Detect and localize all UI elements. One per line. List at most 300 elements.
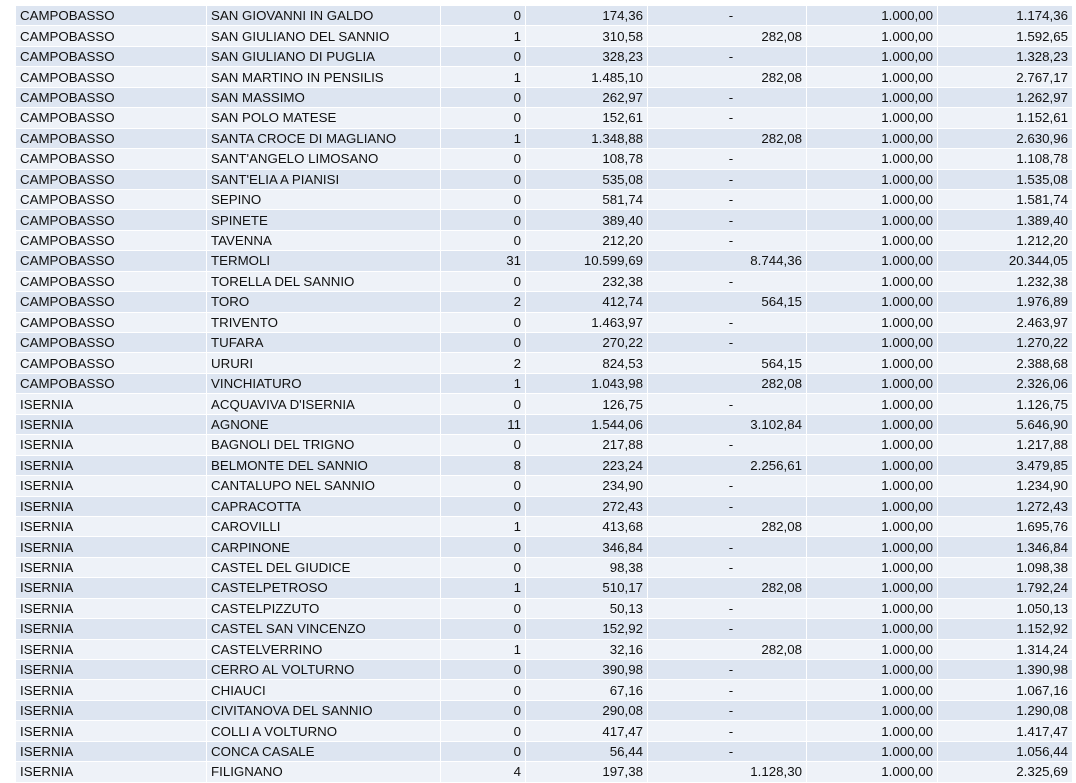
count-cell: 11: [441, 414, 526, 434]
amount-b-cell: -: [648, 598, 807, 618]
amount-a-cell: 67,16: [526, 680, 648, 700]
fixed-amount-cell: 1.000,00: [807, 741, 938, 761]
count-cell: 1: [441, 67, 526, 87]
amount-b-cell: 2.256,61: [648, 455, 807, 475]
amount-a-cell: 32,16: [526, 639, 648, 659]
municipality-cell: VINCHIATURO: [207, 373, 441, 393]
count-cell: 0: [441, 149, 526, 169]
province-cell: CAMPOBASSO: [16, 6, 207, 26]
fixed-amount-cell: 1.000,00: [807, 578, 938, 598]
municipality-cell: SANT'ELIA A PIANISI: [207, 169, 441, 189]
total-cell: 1.581,74: [938, 189, 1073, 209]
fixed-amount-cell: 1.000,00: [807, 230, 938, 250]
municipality-cell: CASTELVERRINO: [207, 639, 441, 659]
municipality-cell: AGNONE: [207, 414, 441, 434]
total-cell: 1.152,92: [938, 619, 1073, 639]
amount-a-cell: 1.485,10: [526, 67, 648, 87]
total-cell: 1.389,40: [938, 210, 1073, 230]
fixed-amount-cell: 1.000,00: [807, 394, 938, 414]
amount-b-cell: -: [648, 496, 807, 516]
fixed-amount-cell: 1.000,00: [807, 496, 938, 516]
amount-b-cell: -: [648, 169, 807, 189]
municipality-cell: SAN GIULIANO DEL SANNIO: [207, 26, 441, 46]
amount-a-cell: 328,23: [526, 46, 648, 66]
total-cell: 1.535,08: [938, 169, 1073, 189]
total-cell: 2.325,69: [938, 762, 1073, 782]
province-cell: ISERNIA: [16, 435, 207, 455]
total-cell: 2.767,17: [938, 67, 1073, 87]
province-cell: CAMPOBASSO: [16, 128, 207, 148]
table-row: [16, 6, 1073, 26]
count-cell: 0: [441, 496, 526, 516]
table-row: [16, 414, 1073, 434]
municipality-cell: SAN MARTINO IN PENSILIS: [207, 67, 441, 87]
table-row: [16, 87, 1073, 107]
table-row: [16, 741, 1073, 761]
count-cell: 8: [441, 455, 526, 475]
amount-a-cell: 108,78: [526, 149, 648, 169]
province-cell: CAMPOBASSO: [16, 271, 207, 291]
amount-b-cell: -: [648, 476, 807, 496]
total-cell: 1.976,89: [938, 292, 1073, 312]
province-cell: ISERNIA: [16, 394, 207, 414]
table-row: [16, 210, 1073, 230]
amount-a-cell: 535,08: [526, 169, 648, 189]
amount-b-cell: -: [648, 721, 807, 741]
amount-a-cell: 1.348,88: [526, 128, 648, 148]
province-cell: ISERNIA: [16, 414, 207, 434]
amount-b-cell: -: [648, 271, 807, 291]
fixed-amount-cell: 1.000,00: [807, 373, 938, 393]
total-cell: 1.050,13: [938, 598, 1073, 618]
total-cell: 1.152,61: [938, 108, 1073, 128]
count-cell: 4: [441, 762, 526, 782]
total-cell: 1.346,84: [938, 537, 1073, 557]
municipality-cell: TRIVENTO: [207, 312, 441, 332]
count-cell: 0: [441, 394, 526, 414]
count-cell: 0: [441, 6, 526, 26]
total-cell: 1.067,16: [938, 680, 1073, 700]
municipality-cell: TERMOLI: [207, 251, 441, 271]
municipality-cell: CARPINONE: [207, 537, 441, 557]
table-row: [16, 619, 1073, 639]
province-cell: CAMPOBASSO: [16, 67, 207, 87]
table-row: [16, 700, 1073, 720]
municipality-cell: CASTEL DEL GIUDICE: [207, 557, 441, 577]
amount-b-cell: 282,08: [648, 578, 807, 598]
table-row: [16, 721, 1073, 741]
count-cell: 1: [441, 128, 526, 148]
amount-b-cell: -: [648, 46, 807, 66]
table-row: [16, 516, 1073, 536]
count-cell: 0: [441, 333, 526, 353]
municipality-cell: SAN POLO MATESE: [207, 108, 441, 128]
amount-b-cell: -: [648, 333, 807, 353]
table-row: [16, 762, 1073, 782]
count-cell: 0: [441, 741, 526, 761]
fixed-amount-cell: 1.000,00: [807, 292, 938, 312]
municipality-cell: CASTELPETROSO: [207, 578, 441, 598]
province-cell: ISERNIA: [16, 578, 207, 598]
amount-b-cell: 282,08: [648, 26, 807, 46]
municipality-cell: SEPINO: [207, 189, 441, 209]
amount-b-cell: 564,15: [648, 353, 807, 373]
fixed-amount-cell: 1.000,00: [807, 128, 938, 148]
amount-a-cell: 346,84: [526, 537, 648, 557]
amount-b-cell: -: [648, 6, 807, 26]
amount-b-cell: 282,08: [648, 67, 807, 87]
total-cell: 2.388,68: [938, 353, 1073, 373]
province-cell: CAMPOBASSO: [16, 46, 207, 66]
amount-b-cell: -: [648, 312, 807, 332]
count-cell: 0: [441, 210, 526, 230]
table-row: [16, 230, 1073, 250]
province-cell: ISERNIA: [16, 762, 207, 782]
total-cell: 1.098,38: [938, 557, 1073, 577]
fixed-amount-cell: 1.000,00: [807, 189, 938, 209]
amount-a-cell: 270,22: [526, 333, 648, 353]
amount-b-cell: -: [648, 87, 807, 107]
fixed-amount-cell: 1.000,00: [807, 414, 938, 434]
amount-b-cell: 282,08: [648, 128, 807, 148]
municipality-cell: TAVENNA: [207, 230, 441, 250]
amount-b-cell: 282,08: [648, 373, 807, 393]
count-cell: 2: [441, 292, 526, 312]
fixed-amount-cell: 1.000,00: [807, 67, 938, 87]
amount-a-cell: 390,98: [526, 660, 648, 680]
province-cell: ISERNIA: [16, 700, 207, 720]
fixed-amount-cell: 1.000,00: [807, 333, 938, 353]
province-cell: CAMPOBASSO: [16, 333, 207, 353]
amount-b-cell: -: [648, 108, 807, 128]
amount-a-cell: 510,17: [526, 578, 648, 598]
municipality-cell: SANTA CROCE DI MAGLIANO: [207, 128, 441, 148]
amount-a-cell: 290,08: [526, 700, 648, 720]
fixed-amount-cell: 1.000,00: [807, 700, 938, 720]
province-cell: CAMPOBASSO: [16, 312, 207, 332]
table-row: [16, 46, 1073, 66]
fixed-amount-cell: 1.000,00: [807, 271, 938, 291]
amount-a-cell: 1.544,06: [526, 414, 648, 434]
amount-b-cell: 282,08: [648, 516, 807, 536]
table-row: [16, 149, 1073, 169]
count-cell: 0: [441, 700, 526, 720]
province-cell: CAMPOBASSO: [16, 149, 207, 169]
amount-a-cell: 212,20: [526, 230, 648, 250]
municipality-cell: CHIAUCI: [207, 680, 441, 700]
fixed-amount-cell: 1.000,00: [807, 312, 938, 332]
amount-a-cell: 232,38: [526, 271, 648, 291]
municipality-cell: TORELLA DEL SANNIO: [207, 271, 441, 291]
count-cell: 0: [441, 87, 526, 107]
amount-b-cell: -: [648, 189, 807, 209]
count-cell: 1: [441, 373, 526, 393]
fixed-amount-cell: 1.000,00: [807, 639, 938, 659]
amount-a-cell: 98,38: [526, 557, 648, 577]
municipality-cell: FILIGNANO: [207, 762, 441, 782]
table-row: [16, 108, 1073, 128]
amount-a-cell: 417,47: [526, 721, 648, 741]
province-cell: CAMPOBASSO: [16, 251, 207, 271]
fixed-amount-cell: 1.000,00: [807, 46, 938, 66]
total-cell: 1.314,24: [938, 639, 1073, 659]
province-cell: ISERNIA: [16, 496, 207, 516]
table-row: [16, 353, 1073, 373]
count-cell: 0: [441, 537, 526, 557]
amount-a-cell: 1.463,97: [526, 312, 648, 332]
total-cell: 1.290,08: [938, 700, 1073, 720]
count-cell: 0: [441, 557, 526, 577]
count-cell: 0: [441, 169, 526, 189]
table-row: [16, 26, 1073, 46]
province-cell: ISERNIA: [16, 680, 207, 700]
fixed-amount-cell: 1.000,00: [807, 516, 938, 536]
total-cell: 5.646,90: [938, 414, 1073, 434]
municipality-cell: ACQUAVIVA D'ISERNIA: [207, 394, 441, 414]
table-row: [16, 292, 1073, 312]
total-cell: 1.212,20: [938, 230, 1073, 250]
table-row: [16, 189, 1073, 209]
count-cell: 0: [441, 476, 526, 496]
amount-b-cell: -: [648, 557, 807, 577]
count-cell: 1: [441, 639, 526, 659]
municipality-cell: SAN GIULIANO DI PUGLIA: [207, 46, 441, 66]
total-cell: 1.592,65: [938, 26, 1073, 46]
municipality-cell: CASTELPIZZUTO: [207, 598, 441, 618]
total-cell: 1.126,75: [938, 394, 1073, 414]
province-cell: ISERNIA: [16, 660, 207, 680]
table-row: [16, 67, 1073, 87]
total-cell: 1.234,90: [938, 476, 1073, 496]
amount-a-cell: 50,13: [526, 598, 648, 618]
fixed-amount-cell: 1.000,00: [807, 251, 938, 271]
table-row: [16, 660, 1073, 680]
total-cell: 1.417,47: [938, 721, 1073, 741]
municipality-cell: CAPRACOTTA: [207, 496, 441, 516]
table-row: [16, 373, 1073, 393]
municipality-cell: TUFARA: [207, 333, 441, 353]
total-cell: 2.630,96: [938, 128, 1073, 148]
total-cell: 1.272,43: [938, 496, 1073, 516]
total-cell: 1.232,38: [938, 271, 1073, 291]
amount-a-cell: 412,74: [526, 292, 648, 312]
amount-b-cell: -: [648, 660, 807, 680]
amount-b-cell: 282,08: [648, 639, 807, 659]
amount-b-cell: 8.744,36: [648, 251, 807, 271]
total-cell: 20.344,05: [938, 251, 1073, 271]
province-cell: ISERNIA: [16, 639, 207, 659]
table-row: [16, 394, 1073, 414]
amount-a-cell: 310,58: [526, 26, 648, 46]
province-cell: CAMPOBASSO: [16, 108, 207, 128]
province-cell: CAMPOBASSO: [16, 230, 207, 250]
municipality-cell: CIVITANOVA DEL SANNIO: [207, 700, 441, 720]
table-row: [16, 680, 1073, 700]
table-row: [16, 557, 1073, 577]
province-cell: ISERNIA: [16, 741, 207, 761]
fixed-amount-cell: 1.000,00: [807, 6, 938, 26]
count-cell: 0: [441, 435, 526, 455]
municipality-cell: CERRO AL VOLTURNO: [207, 660, 441, 680]
table-row: [16, 333, 1073, 353]
province-cell: ISERNIA: [16, 537, 207, 557]
table-row: [16, 496, 1073, 516]
amount-b-cell: -: [648, 394, 807, 414]
fixed-amount-cell: 1.000,00: [807, 353, 938, 373]
province-cell: CAMPOBASSO: [16, 87, 207, 107]
municipality-cell: SPINETE: [207, 210, 441, 230]
count-cell: 0: [441, 271, 526, 291]
table-row: [16, 476, 1073, 496]
count-cell: 0: [441, 619, 526, 639]
total-cell: 1.174,36: [938, 6, 1073, 26]
count-cell: 2: [441, 353, 526, 373]
table-row: [16, 271, 1073, 291]
count-cell: 1: [441, 578, 526, 598]
province-cell: CAMPOBASSO: [16, 189, 207, 209]
table-row: [16, 169, 1073, 189]
amount-b-cell: -: [648, 680, 807, 700]
count-cell: 0: [441, 189, 526, 209]
total-cell: 1.217,88: [938, 435, 1073, 455]
province-cell: ISERNIA: [16, 557, 207, 577]
province-cell: ISERNIA: [16, 476, 207, 496]
municipality-cell: URURI: [207, 353, 441, 373]
fixed-amount-cell: 1.000,00: [807, 210, 938, 230]
count-cell: 0: [441, 680, 526, 700]
amount-a-cell: 262,97: [526, 87, 648, 107]
table-row: [16, 537, 1073, 557]
amount-a-cell: 234,90: [526, 476, 648, 496]
municipality-cell: CONCA CASALE: [207, 741, 441, 761]
province-cell: CAMPOBASSO: [16, 353, 207, 373]
amount-a-cell: 56,44: [526, 741, 648, 761]
count-cell: 0: [441, 721, 526, 741]
fixed-amount-cell: 1.000,00: [807, 557, 938, 577]
count-cell: 0: [441, 598, 526, 618]
municipality-cell: CASTEL SAN VINCENZO: [207, 619, 441, 639]
municipality-cell: TORO: [207, 292, 441, 312]
amount-a-cell: 581,74: [526, 189, 648, 209]
count-cell: 0: [441, 660, 526, 680]
province-cell: ISERNIA: [16, 619, 207, 639]
municipality-cell: SAN MASSIMO: [207, 87, 441, 107]
total-cell: 3.479,85: [938, 455, 1073, 475]
total-cell: 2.326,06: [938, 373, 1073, 393]
table-row: [16, 455, 1073, 475]
municipality-cell: BELMONTE DEL SANNIO: [207, 455, 441, 475]
table-row: [16, 435, 1073, 455]
province-cell: CAMPOBASSO: [16, 210, 207, 230]
total-cell: 1.390,98: [938, 660, 1073, 680]
fixed-amount-cell: 1.000,00: [807, 680, 938, 700]
total-cell: 1.270,22: [938, 333, 1073, 353]
amount-a-cell: 152,61: [526, 108, 648, 128]
municipality-cell: SAN GIOVANNI IN GALDO: [207, 6, 441, 26]
total-cell: 1.056,44: [938, 741, 1073, 761]
amount-b-cell: 564,15: [648, 292, 807, 312]
province-cell: ISERNIA: [16, 516, 207, 536]
fixed-amount-cell: 1.000,00: [807, 619, 938, 639]
fixed-amount-cell: 1.000,00: [807, 721, 938, 741]
count-cell: 1: [441, 26, 526, 46]
count-cell: 1: [441, 516, 526, 536]
amount-b-cell: -: [648, 210, 807, 230]
fixed-amount-cell: 1.000,00: [807, 537, 938, 557]
amount-a-cell: 413,68: [526, 516, 648, 536]
municipality-cell: CANTALUPO NEL SANNIO: [207, 476, 441, 496]
amount-a-cell: 272,43: [526, 496, 648, 516]
fixed-amount-cell: 1.000,00: [807, 660, 938, 680]
fixed-amount-cell: 1.000,00: [807, 87, 938, 107]
amount-a-cell: 197,38: [526, 762, 648, 782]
amount-b-cell: 3.102,84: [648, 414, 807, 434]
amount-b-cell: -: [648, 230, 807, 250]
province-cell: ISERNIA: [16, 721, 207, 741]
fixed-amount-cell: 1.000,00: [807, 455, 938, 475]
amount-b-cell: -: [648, 741, 807, 761]
amount-a-cell: 126,75: [526, 394, 648, 414]
count-cell: 31: [441, 251, 526, 271]
municipality-cell: COLLI A VOLTURNO: [207, 721, 441, 741]
count-cell: 0: [441, 312, 526, 332]
count-cell: 0: [441, 46, 526, 66]
count-cell: 0: [441, 108, 526, 128]
fixed-amount-cell: 1.000,00: [807, 476, 938, 496]
province-cell: ISERNIA: [16, 598, 207, 618]
table-row: [16, 251, 1073, 271]
total-cell: 1.108,78: [938, 149, 1073, 169]
amount-b-cell: -: [648, 700, 807, 720]
fixed-amount-cell: 1.000,00: [807, 762, 938, 782]
amount-b-cell: -: [648, 435, 807, 455]
province-cell: ISERNIA: [16, 455, 207, 475]
total-cell: 1.262,97: [938, 87, 1073, 107]
fixed-amount-cell: 1.000,00: [807, 169, 938, 189]
amount-a-cell: 389,40: [526, 210, 648, 230]
municipality-cell: CAROVILLI: [207, 516, 441, 536]
fixed-amount-cell: 1.000,00: [807, 149, 938, 169]
province-cell: CAMPOBASSO: [16, 292, 207, 312]
province-cell: CAMPOBASSO: [16, 169, 207, 189]
count-cell: 0: [441, 230, 526, 250]
amount-a-cell: 10.599,69: [526, 251, 648, 271]
province-cell: CAMPOBASSO: [16, 26, 207, 46]
amount-b-cell: 1.128,30: [648, 762, 807, 782]
municipality-cell: BAGNOLI DEL TRIGNO: [207, 435, 441, 455]
amount-a-cell: 174,36: [526, 6, 648, 26]
total-cell: 2.463,97: [938, 312, 1073, 332]
amount-a-cell: 824,53: [526, 353, 648, 373]
table-body: [16, 6, 1073, 782]
table-row: [16, 578, 1073, 598]
table-row: [16, 639, 1073, 659]
fixed-amount-cell: 1.000,00: [807, 598, 938, 618]
fixed-amount-cell: 1.000,00: [807, 26, 938, 46]
amount-b-cell: -: [648, 619, 807, 639]
amount-a-cell: 1.043,98: [526, 373, 648, 393]
total-cell: 1.328,23: [938, 46, 1073, 66]
table-row: [16, 598, 1073, 618]
amount-b-cell: -: [648, 149, 807, 169]
amount-a-cell: 223,24: [526, 455, 648, 475]
amount-a-cell: 152,92: [526, 619, 648, 639]
fixed-amount-cell: 1.000,00: [807, 108, 938, 128]
amount-a-cell: 217,88: [526, 435, 648, 455]
municipality-cell: SANT'ANGELO LIMOSANO: [207, 149, 441, 169]
table-row: [16, 128, 1073, 148]
amount-b-cell: -: [648, 537, 807, 557]
